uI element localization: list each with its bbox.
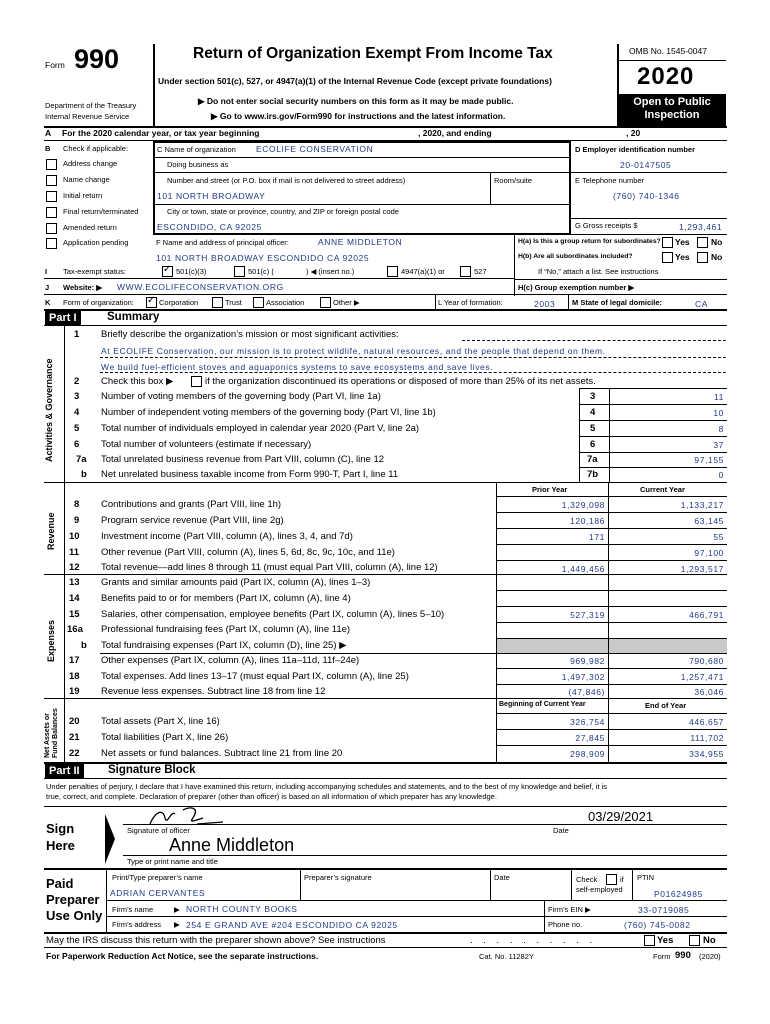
line-5-num: 5 bbox=[74, 423, 80, 434]
form-number: 990 bbox=[74, 44, 120, 74]
subordinates-note: If “No,” attach a list. See instructions bbox=[538, 267, 659, 276]
ein-value: 20-0147505 bbox=[620, 160, 672, 170]
subordinates-question: H(b) Are all subordinates included? bbox=[518, 253, 633, 260]
hb-yes-checkbox[interactable] bbox=[662, 252, 673, 263]
group-exemption-label: H(c) Group exemption number ▶ bbox=[518, 283, 635, 292]
hb-yes-label: Yes bbox=[675, 252, 690, 262]
line-14-text: Benefits paid to or for members (Part IX, column (A), line 4) bbox=[101, 593, 351, 604]
discontinued-checkbox[interactable] bbox=[191, 376, 202, 387]
officer-name: ANNE MIDDLETON bbox=[318, 237, 403, 247]
other-checkbox[interactable] bbox=[320, 297, 331, 308]
ptin-value: P01624985 bbox=[654, 889, 703, 899]
line-3-num: 3 bbox=[74, 391, 80, 402]
line-2-num: 2 bbox=[74, 376, 80, 387]
line-17-current: 790,680 bbox=[689, 656, 724, 666]
line-19-text: Revenue less expenses. Subtract line 18 from line 12 bbox=[101, 686, 326, 697]
application-pending-label: Application pending bbox=[63, 238, 129, 247]
line-15-num: 15 bbox=[69, 609, 80, 620]
line-16b-prior-shade bbox=[497, 638, 608, 653]
ha-yes-label: Yes bbox=[675, 237, 690, 247]
line-18-text: Total expenses. Add lines 13–17 (must equal Part IX, column (A), line 25) bbox=[101, 671, 409, 682]
line-8-text: Contributions and grants (Part VIII, line 1h) bbox=[101, 499, 282, 510]
website-label: Website: ▶ bbox=[63, 283, 102, 292]
tax-year: 2020 bbox=[637, 63, 695, 90]
line-11-current: 97,100 bbox=[694, 548, 724, 558]
col-current-year: Current Year bbox=[640, 485, 685, 494]
col-end-of-year: End of Year bbox=[645, 701, 687, 710]
line-18-num: 18 bbox=[69, 671, 80, 682]
4947-checkbox[interactable] bbox=[387, 266, 398, 277]
4947-label: 4947(a)(1) or bbox=[401, 267, 445, 276]
line-8-num: 8 bbox=[74, 499, 80, 510]
open-line2: Inspection bbox=[644, 109, 700, 121]
firm-phone-value: (760) 745-0082 bbox=[624, 920, 691, 930]
firm-name-label: Firm’s name bbox=[112, 905, 154, 914]
part-2-label: Part II bbox=[45, 764, 84, 778]
line-22-begin: 298,909 bbox=[570, 749, 605, 759]
line-5-value: 8 bbox=[718, 424, 724, 434]
line-a-letter: A bbox=[45, 128, 52, 138]
preparer-name-value: ADRIAN CERVANTES bbox=[110, 888, 206, 898]
line-13-text: Grants and similar amounts paid (Part IX, column (A), lines 1–3) bbox=[101, 577, 371, 588]
address-change-label: Address change bbox=[63, 159, 118, 168]
firm-address-arrow-icon: ▶ bbox=[174, 920, 180, 929]
line-8-current: 1,133,217 bbox=[680, 500, 724, 510]
ha-no-checkbox[interactable] bbox=[697, 237, 708, 248]
footer-form-year: (2020) bbox=[699, 952, 721, 961]
line-11-num: 11 bbox=[69, 547, 80, 558]
line-3-value: 11 bbox=[713, 392, 724, 402]
line-11-text: Other revenue (Part VIII, column (A), lines 5, 6d, 8c, 9c, 10c, and 11e) bbox=[101, 547, 395, 558]
discuss-no-label: No bbox=[703, 935, 716, 946]
line-9-current: 63,145 bbox=[694, 516, 724, 526]
section-c-box bbox=[153, 141, 571, 235]
officer-address: 101 NORTH BROADWAY ESCONDIDO CA 92025 bbox=[156, 253, 370, 263]
line-2-text-a: Check this box ▶ bbox=[101, 376, 174, 387]
line-13-num: 13 bbox=[69, 577, 80, 588]
open-to-public-box bbox=[618, 94, 726, 126]
city-value: ESCONDIDO, CA 92025 bbox=[157, 222, 262, 232]
line-k-letter: K bbox=[45, 298, 51, 307]
line-4-value: 10 bbox=[713, 408, 724, 418]
line-7a-num: 7a bbox=[76, 454, 87, 465]
line-3-text: Number of voting members of the governing body (Part VI, line 1a) bbox=[101, 391, 381, 402]
officer-label: F Name and address of principal officer: bbox=[156, 238, 289, 247]
print-name-title-label: Type or print name and title bbox=[127, 857, 218, 866]
initial-return-label: Initial return bbox=[63, 191, 103, 200]
line-7a-value: 97,155 bbox=[694, 455, 724, 465]
name-change-label: Name change bbox=[63, 175, 110, 184]
line-17-text: Other expenses (Part IX, column (A), lines 11a–11d, 11f–24e) bbox=[101, 655, 360, 666]
line-20-begin: 326,754 bbox=[570, 717, 605, 727]
line-12-prior: 1,449,456 bbox=[561, 564, 605, 574]
line-a-end: , 20 bbox=[626, 128, 641, 138]
paperwork-notice: For Paperwork Reduction Act Notice, see the separate instructions. bbox=[46, 951, 319, 961]
discuss-no-checkbox[interactable] bbox=[689, 935, 700, 946]
501c3-checkbox[interactable] bbox=[162, 266, 173, 277]
gross-receipts-value: 1,293,461 bbox=[679, 222, 723, 232]
line-21-end: 111,702 bbox=[690, 733, 724, 743]
form-title: Return of Organization Exempt From Income Tax bbox=[193, 45, 553, 62]
line-5-box: 5 bbox=[590, 423, 596, 434]
line-14-num: 14 bbox=[69, 593, 80, 604]
mission-line-1: At ECOLIFE Conservation, our mission is to protect wildlife, natural resources, and the people that depend on them. bbox=[101, 346, 606, 356]
line-19-prior: (47,846) bbox=[568, 687, 605, 697]
firm-ein-value: 33-0719085 bbox=[638, 905, 690, 915]
sign-here-arrow-icon bbox=[103, 812, 117, 866]
ha-no-label: No bbox=[711, 237, 723, 247]
line-15-current: 466,791 bbox=[689, 610, 724, 620]
line-10-current: 55 bbox=[713, 532, 724, 542]
side-net-assets: Net Assets or Fund Balances bbox=[44, 708, 59, 758]
use-only-word: Use Only bbox=[46, 908, 103, 923]
527-label: 527 bbox=[474, 267, 487, 276]
line-18-current: 1,257,471 bbox=[680, 672, 724, 682]
ssn-notice: ▶ Do not enter social security numbers on this form as it may be made public. bbox=[198, 96, 514, 106]
address-change-checkbox[interactable] bbox=[46, 159, 57, 170]
corporation-checkbox[interactable] bbox=[146, 297, 157, 308]
line-16b-current-shade bbox=[609, 638, 727, 653]
city-label: City or town, state or province, country, and ZIP or foreign postal code bbox=[167, 207, 399, 216]
signature-officer-label: Signature of officer bbox=[127, 826, 190, 835]
name-change-checkbox[interactable] bbox=[46, 175, 57, 186]
line-21-begin: 27,845 bbox=[575, 733, 605, 743]
line-12-current: 1,293,517 bbox=[680, 564, 724, 574]
insert-no-label: ) ◀ (insert no.) bbox=[306, 267, 355, 276]
hb-no-label: No bbox=[711, 252, 723, 262]
here-word: Here bbox=[46, 838, 75, 853]
year-formation-label: L Year of formation: bbox=[438, 298, 503, 307]
street-label: Number and street (or P.O. box if mail is not delivered to street address) bbox=[167, 176, 406, 185]
line-4-text: Number of independent voting members of the governing body (Part VI, line 1b) bbox=[101, 407, 436, 418]
open-line1: Open to Public bbox=[633, 96, 711, 108]
footer-form-word: Form bbox=[653, 952, 671, 961]
trust-label: Trust bbox=[225, 298, 242, 307]
line-6-text: Total number of volunteers (estimate if necessary) bbox=[101, 439, 312, 450]
officer-printed-name: Anne Middleton bbox=[169, 835, 295, 855]
line-21-num: 21 bbox=[69, 732, 80, 743]
line-a-text: For the 2020 calendar year, or tax year beginning bbox=[62, 128, 260, 138]
line-16a-num: 16a bbox=[67, 624, 83, 635]
part-1-title: Summary bbox=[107, 311, 160, 323]
self-employed-checkbox[interactable] bbox=[606, 874, 617, 885]
dept-treasury: Department of the Treasury bbox=[45, 101, 137, 110]
discuss-dot-leader: . . . . . . . . . . bbox=[470, 935, 597, 946]
line-15-prior: 527,319 bbox=[570, 610, 605, 620]
amended-return-label: Amended return bbox=[63, 223, 117, 232]
website-value[interactable]: WWW.ECOLIFECONSERVATION.ORG bbox=[117, 282, 284, 292]
line-15-text: Salaries, other compensation, employee benefits (Part IX, column (A), lines 5–10) bbox=[101, 609, 445, 620]
line-22-text: Net assets or fund balances. Subtract line 21 from line 20 bbox=[101, 748, 343, 759]
final-return-checkbox[interactable] bbox=[46, 207, 57, 218]
firm-ein-label: Firm’s EIN ▶ bbox=[548, 905, 591, 914]
ha-yes-checkbox[interactable] bbox=[662, 237, 673, 248]
final-return-label: Final return/terminated bbox=[63, 207, 139, 216]
group-return-question: H(a) Is this a group return for subordinates? bbox=[518, 238, 661, 245]
street-value: 101 NORTH BROADWAY bbox=[157, 191, 266, 201]
phone-label: E Telephone number bbox=[575, 176, 645, 185]
dba-label: Doing business as bbox=[167, 160, 229, 169]
perjury-line-2: true, correct, and complete. Declaration of preparer (other than officer) is based on all information of which preparer has any knowledge. bbox=[46, 792, 497, 801]
preparer-word: Preparer bbox=[46, 892, 100, 907]
section-b-heading: Check if applicable: bbox=[63, 144, 129, 153]
firm-name-value: NORTH COUNTY BOOKS bbox=[186, 904, 298, 914]
line-22-num: 22 bbox=[69, 748, 80, 759]
firm-name-arrow-icon: ▶ bbox=[174, 905, 180, 914]
line-10-num: 10 bbox=[69, 531, 80, 542]
line-20-text: Total assets (Part X, line 16) bbox=[101, 716, 220, 727]
line-6-value: 37 bbox=[713, 440, 724, 450]
part-2-title: Signature Block bbox=[108, 764, 196, 776]
line-9-text: Program service revenue (Part VIII, line 2g) bbox=[101, 515, 284, 526]
form-of-org-label: Form of organization: bbox=[63, 298, 134, 307]
year-formation-value: 2003 bbox=[534, 299, 556, 309]
amended-return-checkbox[interactable] bbox=[46, 223, 57, 234]
firm-address-value: 254 E GRAND AVE #204 ESCONDIDO CA 92025 bbox=[186, 920, 398, 930]
line-16a-text: Professional fundraising fees (Part IX, column (A), line 11e) bbox=[101, 624, 351, 635]
line-10-text: Investment income (Part VIII, column (A), lines 3, 4, and 7d) bbox=[101, 531, 353, 542]
gross-receipts-label: G Gross receipts $ bbox=[575, 221, 638, 230]
side-revenue: Revenue bbox=[46, 512, 56, 550]
domicile-value: CA bbox=[695, 299, 709, 309]
application-pending-checkbox[interactable] bbox=[46, 238, 57, 249]
ein-label: D Employer identification number bbox=[575, 145, 696, 154]
perjury-line-1: Under penalties of perjury, I declare that I have examined this return, including accompanying schedules and statements, and to the best of my knowledge and belief, it is bbox=[46, 782, 608, 791]
line-7b-num: b bbox=[81, 469, 87, 480]
line-22-end: 334,955 bbox=[689, 749, 724, 759]
firm-phone-label: Phone no. bbox=[548, 920, 583, 929]
initial-return-checkbox[interactable] bbox=[46, 191, 57, 202]
tax-exempt-label: Tax-exempt status: bbox=[63, 267, 126, 276]
line-7a-text: Total unrelated business revenue from Part VIII, column (C), line 12 bbox=[101, 454, 385, 465]
self-employed-label: self-employed bbox=[576, 885, 623, 894]
527-checkbox[interactable] bbox=[460, 266, 471, 277]
501c3-label: 501(c)(3) bbox=[176, 267, 207, 276]
line-3-box: 3 bbox=[590, 391, 596, 402]
line-a-mid: , 2020, and ending bbox=[418, 128, 492, 138]
discuss-question: May the IRS discuss this return with the preparer shown above? See instructions bbox=[46, 935, 386, 946]
col-prior-year: Prior Year bbox=[532, 485, 568, 494]
preparer-print-label: Print/Type preparer’s name bbox=[112, 873, 203, 882]
line-8-prior: 1,329,098 bbox=[561, 500, 605, 510]
line-21-text: Total liabilities (Part X, line 26) bbox=[101, 732, 229, 743]
domicile-label: M State of legal domicile: bbox=[572, 298, 663, 307]
side-expenses: Expenses bbox=[46, 619, 56, 662]
other-label: Other ▶ bbox=[333, 298, 360, 307]
ptin-label: PTIN bbox=[637, 873, 655, 882]
line-5-text: Total number of individuals employed in calendar year 2020 (Part V, line 2a) bbox=[101, 423, 420, 434]
part-1-label: Part I bbox=[45, 311, 81, 325]
line-i-letter: I bbox=[45, 267, 48, 276]
line-2-text-b: if the organization discontinued its operations or disposed of more than 25% of its net assets. bbox=[205, 376, 596, 387]
omb-number: OMB No. 1545-0047 bbox=[629, 46, 707, 56]
paid-word: Paid bbox=[46, 876, 74, 891]
trust-checkbox[interactable] bbox=[212, 297, 223, 308]
sign-date-value: 03/29/2021 bbox=[588, 809, 654, 824]
col-beginning: Beginning of Current Year bbox=[499, 701, 586, 708]
line-j-letter: J bbox=[45, 283, 50, 292]
line-19-num: 19 bbox=[69, 686, 80, 697]
line-12-text: Total revenue—add lines 8 through 11 (must equal Part VIII, column (A), line 12) bbox=[101, 562, 438, 573]
association-label: Association bbox=[266, 298, 305, 307]
if-label: if bbox=[620, 875, 624, 884]
line-7b-text: Net unrelated business taxable income from Form 990-T, Part I, line 11 bbox=[101, 469, 399, 480]
line-7b-box: 7b bbox=[587, 469, 599, 480]
cat-number: Cat. No. 11282Y bbox=[479, 952, 534, 961]
line-1-text: Briefly describe the organization’s mission or most significant activities: bbox=[101, 329, 399, 340]
firm-address-label: Firm’s address bbox=[112, 920, 162, 929]
line-20-end: 446,657 bbox=[689, 717, 724, 727]
line-9-num: 9 bbox=[74, 515, 80, 526]
sign-word: Sign bbox=[46, 821, 75, 836]
association-checkbox[interactable] bbox=[253, 297, 264, 308]
line-16b-num: b bbox=[81, 640, 87, 651]
line-1-num: 1 bbox=[74, 329, 80, 340]
mission-line-2: We build fuel-efficient stoves and aquaponics systems to save ecosystems and save lives. bbox=[101, 362, 494, 372]
phone-value: (760) 740-1346 bbox=[613, 191, 680, 201]
org-name-label: C Name of organization bbox=[157, 145, 236, 154]
footer-form-number: 990 bbox=[675, 950, 691, 961]
check-label: Check bbox=[576, 875, 598, 884]
line-9-prior: 120,186 bbox=[570, 516, 605, 526]
form-word: Form bbox=[45, 60, 65, 70]
line-6-box: 6 bbox=[590, 439, 596, 450]
irs-link-notice: ▶ Go to www.irs.gov/Form990 for instructions and the latest information. bbox=[211, 111, 506, 121]
line-7a-box: 7a bbox=[587, 454, 598, 465]
line-17-prior: 969,982 bbox=[570, 656, 605, 666]
line-19-current: 36,046 bbox=[694, 687, 724, 697]
sign-date-label: Date bbox=[553, 826, 569, 835]
line-10-prior: 171 bbox=[589, 532, 605, 542]
line-6-num: 6 bbox=[74, 439, 80, 450]
corporation-label: Corporation bbox=[159, 298, 199, 307]
side-activities: Activities & Governance bbox=[44, 358, 54, 462]
section-b-letter: B bbox=[45, 144, 51, 153]
501c-checkbox[interactable] bbox=[234, 266, 245, 277]
room-suite-label: Room/suite bbox=[494, 176, 532, 185]
line-4-box: 4 bbox=[590, 407, 596, 418]
dept-irs: Internal Revenue Service bbox=[45, 112, 130, 121]
line-18-prior: 1,497,302 bbox=[561, 672, 605, 682]
line-20-num: 20 bbox=[69, 716, 80, 727]
discuss-yes-checkbox[interactable] bbox=[644, 935, 655, 946]
line-7b-value: 0 bbox=[718, 470, 724, 480]
discuss-yes-label: Yes bbox=[657, 935, 674, 946]
line-17-num: 17 bbox=[69, 655, 80, 666]
501c-label: 501(c) ( bbox=[248, 267, 274, 276]
form-subtitle: Under section 501(c), 527, or 4947(a)(1) of the Internal Revenue Code (except private foundations) bbox=[158, 76, 552, 86]
preparer-date-label: Date bbox=[494, 873, 510, 882]
org-name-value: ECOLIFE CONSERVATION bbox=[256, 144, 374, 154]
hb-no-checkbox[interactable] bbox=[697, 252, 708, 263]
line-12-num: 12 bbox=[69, 562, 80, 573]
line-16b-text: Total fundraising expenses (Part IX, column (D), line 25) ▶ bbox=[101, 640, 347, 651]
line-4-num: 4 bbox=[74, 407, 80, 418]
preparer-signature-label: Preparer’s signature bbox=[304, 873, 372, 882]
